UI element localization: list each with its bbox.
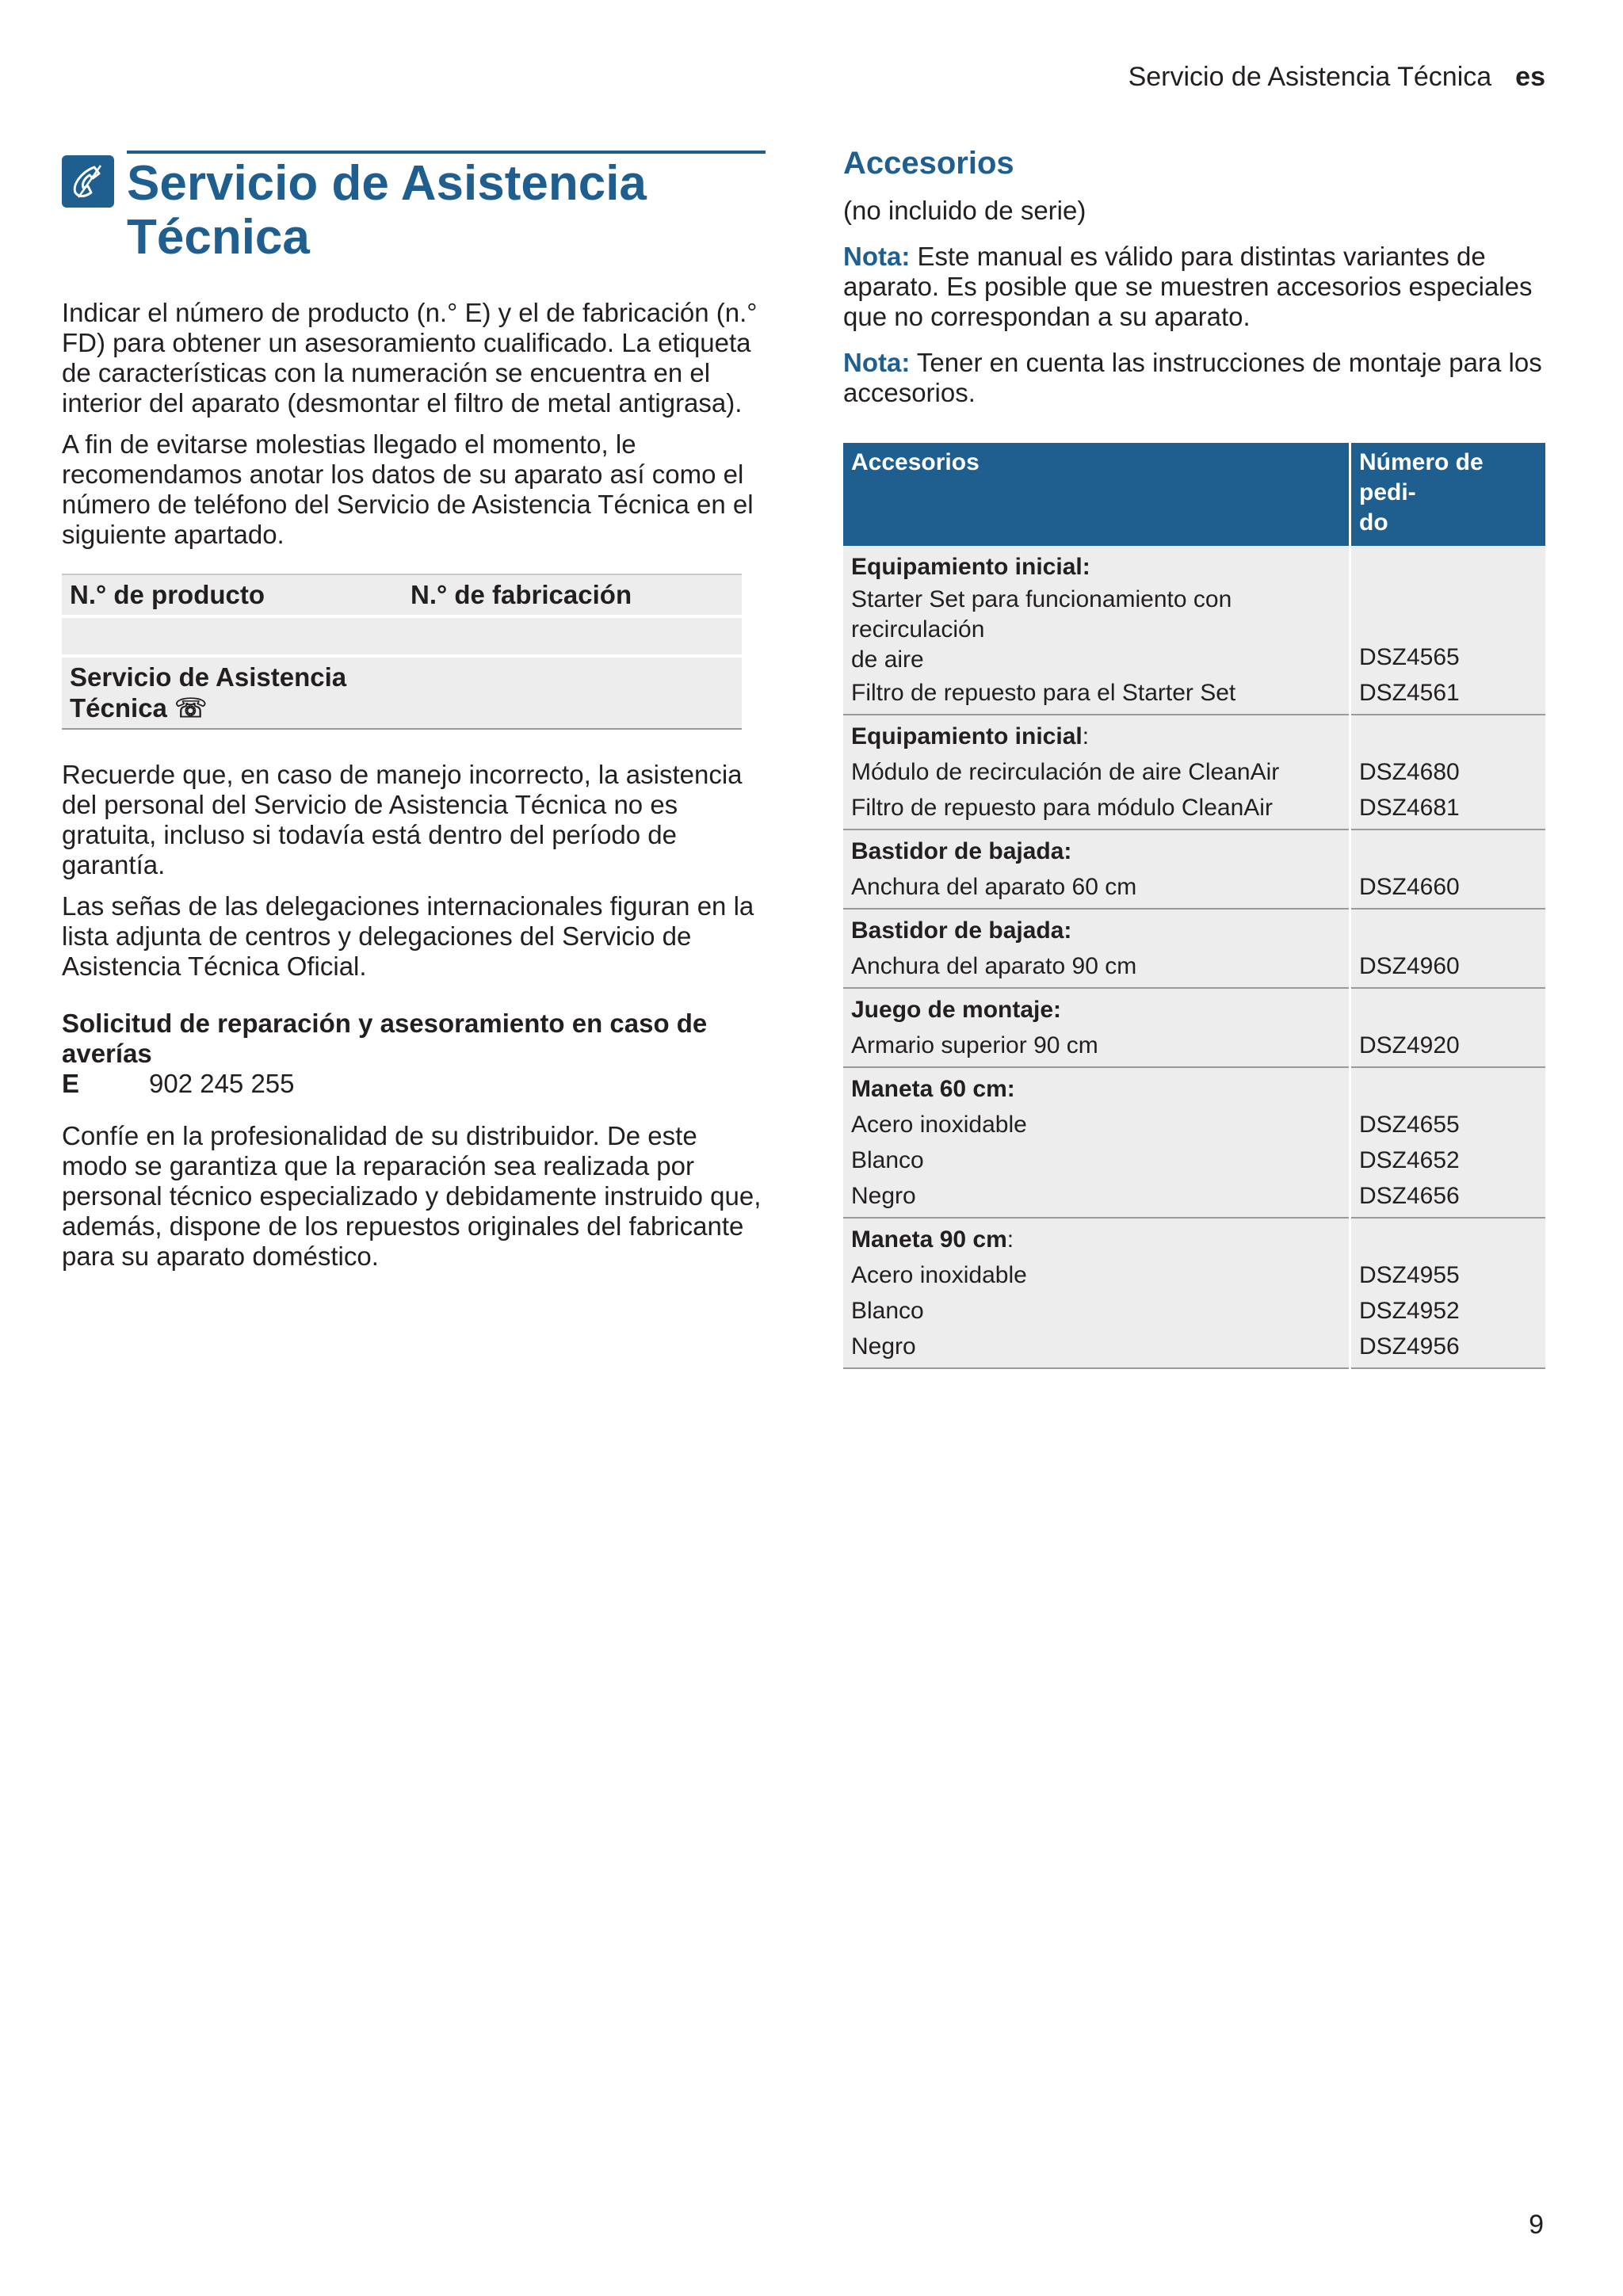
left-column — [62, 151, 769, 1283]
accessories-table — [843, 443, 1545, 1369]
item-code: DSZ4920 — [1350, 1028, 1546, 1067]
table-row — [843, 754, 1545, 790]
serial-number-value — [403, 618, 742, 654]
accessories-column-header: Accesorios — [843, 443, 1350, 546]
table-row — [843, 1028, 1545, 1067]
item-name: Negro — [843, 1329, 1350, 1368]
table-row — [843, 585, 1545, 675]
repair-heading: Solicitud de reparación y asesoramiento en caso de averías — [62, 1009, 708, 1068]
item-name: Blanco — [843, 1142, 1350, 1178]
note-label: Nota: — [843, 348, 911, 377]
group-heading: Juego de montaje: — [843, 988, 1350, 1028]
item-code: DSZ4655 — [1350, 1107, 1546, 1142]
item-code: DSZ4960 — [1350, 948, 1546, 988]
table-row — [843, 1329, 1545, 1368]
page-title — [127, 154, 766, 265]
item-code: DSZ4565 — [1350, 585, 1546, 675]
section-title-block — [127, 151, 766, 265]
item-code: DSZ4561 — [1350, 675, 1546, 715]
table-row — [843, 948, 1545, 988]
group-heading: Maneta 90 cm: — [843, 1218, 1350, 1257]
table-row — [843, 909, 1545, 948]
table-row — [843, 1142, 1545, 1178]
table-row — [843, 715, 1545, 754]
phone-icon: ☏ — [174, 693, 208, 723]
table-row — [62, 618, 742, 654]
repair-phone — [62, 1069, 769, 1099]
table-row — [843, 869, 1545, 909]
table-row — [62, 574, 742, 615]
product-number-header: N.° de producto — [62, 574, 403, 615]
phone-number: 902 245 255 — [149, 1069, 295, 1098]
group-heading: Bastidor de bajada: — [843, 909, 1350, 948]
item-code: DSZ4660 — [1350, 869, 1546, 909]
item-name: Filtro de repuesto para el Starter Set — [843, 675, 1350, 715]
header-language: es — [1515, 62, 1545, 92]
item-name: Armario superior 90 cm — [843, 1028, 1350, 1067]
appliance-data-table — [62, 574, 742, 730]
header-section: Servicio de Asistencia Técnica — [1128, 62, 1492, 92]
international-paragraph: Las señas de las delegaciones internacionales figuran en la lista adjunta de centros y delegaciones del Servicio de Asistencia Técnica Oficial. — [62, 891, 754, 981]
item-name: Starter Set para funcionamiento con recirculación de aire — [843, 585, 1350, 675]
note-label: Nota: — [843, 242, 911, 271]
item-name: Filtro de repuesto para módulo CleanAir — [843, 790, 1350, 830]
item-code: DSZ4680 — [1350, 754, 1546, 790]
table-row — [843, 1293, 1545, 1329]
group-heading: Equipamiento inicial: — [843, 715, 1350, 754]
item-name: Módulo de recirculación de aire CleanAir — [843, 754, 1350, 790]
title-line-2: Técnica — [127, 210, 310, 265]
order-number-column-header: Número de pedi- do — [1350, 443, 1546, 546]
warranty-paragraph: Recuerde que, en caso de manejo incorrecto, la asistencia del personal del Servicio de Asistencia Técnica no es gratuita, incluso si todavía está dentro del período de garantía. — [62, 760, 743, 879]
table-row — [843, 790, 1545, 830]
dealer-paragraph: Confíe en la profesionalidad de su distribuidor. De este modo se garantiza que la reparación sea realizada por personal técnico especializado y debidamente instruido que, además, dispone de los repuestos originales del fabricante para su aparato doméstico. — [62, 1121, 762, 1271]
note-1 — [843, 242, 1545, 332]
table-row — [843, 1107, 1545, 1142]
item-name: Acero inoxidable — [843, 1107, 1350, 1142]
table-row — [843, 675, 1545, 715]
item-name: Anchura del aparato 60 cm — [843, 869, 1350, 909]
right-column — [843, 146, 1545, 1369]
item-name: Acero inoxidable — [843, 1257, 1350, 1293]
title-line-1: Servicio de Asistencia — [127, 156, 647, 211]
item-code: DSZ4952 — [1350, 1293, 1546, 1329]
note-1-text: Este manual es válido para distintas variantes de aparato. Es posible que se muestren accesorios especiales que no correspondan a su aparato. — [843, 242, 1533, 331]
group-heading: Maneta 60 cm: — [843, 1067, 1350, 1107]
item-code: DSZ4955 — [1350, 1257, 1546, 1293]
table-row — [843, 1218, 1545, 1257]
service-phone-value — [403, 658, 742, 729]
item-name: Negro — [843, 1178, 1350, 1218]
table-row — [843, 1067, 1545, 1107]
page-number: 9 — [1529, 2210, 1544, 2240]
intro-paragraph: Indicar el número de producto (n.° E) y el de fabricación (n.° FD) para obtener un asesoramiento cualificado. La etiqueta de características con la numeración se encuentra en el interior del aparato (desmontar el filtro de metal antigrasa). — [62, 298, 758, 418]
service-label: Servicio de Asistencia Técnica ☏ — [62, 658, 403, 729]
recommend-paragraph: A fin de evitarse molestias llegado el momento, le recomendamos anotar los datos de su aparato así como el número de teléfono del Servicio de Asistencia Técnica en el siguiente apartado. — [62, 429, 754, 549]
item-code: DSZ4652 — [1350, 1142, 1546, 1178]
group-heading: Equipamiento inicial: — [843, 546, 1350, 585]
table-header-row — [843, 443, 1545, 546]
phone-handset-icon — [62, 155, 114, 208]
serial-number-header: N.° de fabricación — [403, 574, 742, 615]
country-code: E — [62, 1069, 80, 1098]
accessories-title: Accesorios — [843, 146, 1014, 181]
table-row — [843, 1257, 1545, 1293]
table-row — [62, 658, 742, 729]
item-code: DSZ4656 — [1350, 1178, 1546, 1218]
group-heading: Bastidor de bajada: — [843, 830, 1350, 869]
table-row — [843, 988, 1545, 1028]
table-row — [843, 830, 1545, 869]
product-number-value — [62, 618, 403, 654]
item-code: DSZ4956 — [1350, 1329, 1546, 1368]
item-name: Blanco — [843, 1293, 1350, 1329]
note-2-text: Tener en cuenta las instrucciones de montaje para los accesorios. — [843, 348, 1542, 407]
table-row — [843, 546, 1545, 585]
note-2 — [843, 348, 1545, 408]
running-header — [1128, 62, 1545, 93]
item-name: Anchura del aparato 90 cm — [843, 948, 1350, 988]
item-code: DSZ4681 — [1350, 790, 1546, 830]
accessories-subtitle: (no incluido de serie) — [843, 196, 1086, 225]
table-row — [843, 1178, 1545, 1218]
